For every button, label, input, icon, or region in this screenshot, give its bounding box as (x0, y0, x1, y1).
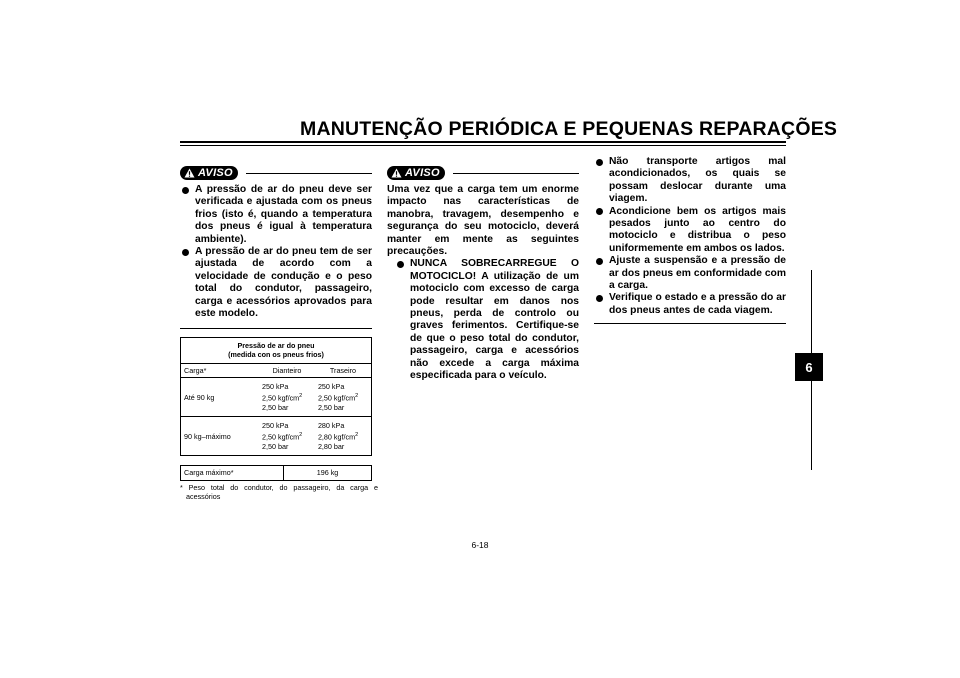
bullet-icon (596, 159, 603, 166)
row-front (259, 417, 315, 456)
warning-triangle-icon (184, 168, 195, 178)
warning-badge (387, 166, 445, 180)
bullet-icon (182, 187, 189, 194)
bullet-icon (182, 249, 189, 256)
row-front (259, 378, 315, 417)
cell-line: 250 kPa (262, 382, 289, 392)
header-rule-thin (180, 145, 786, 146)
bullet-icon (596, 295, 603, 302)
list-item (594, 292, 786, 317)
row-rear (315, 417, 372, 456)
table-footnote: * Peso total do condutor, do passageiro, da carga e acessórios (180, 482, 378, 501)
cell-line: 250 kPa (262, 421, 289, 431)
warning-end-rule (180, 328, 372, 329)
list-item (180, 184, 372, 246)
list-item-text: A pressão de ar do pneu deve ser verificada e ajustada com os pneus frios (isto é, quando a temperatura dos pneus é igual à temperatura ambiente). (195, 184, 372, 245)
list-item (594, 255, 786, 292)
chapter-tab: 6 (795, 353, 823, 381)
list-item-text: NUNCA SOBRECARREGUE O MOTOCICLO! A utilização de um motociclo com excesso de carga pode resultar em danos nos pneus, perda de controlo ou graves ferimentos. Certifique-se de que o peso total do condutor, passageiro, carga e acessórios não excede a carga máxima especificada para o veículo. (410, 258, 579, 382)
table-row (181, 417, 372, 456)
column-left (180, 166, 372, 329)
table-title-line2: (medida con os pneus frios) (228, 350, 324, 360)
cell-line: 2,50 bar (317, 402, 345, 412)
list-item-text: Não transporte artigos mal acondicionados, os quais se possam deslocar durante uma viagem. (609, 156, 786, 205)
list-item (594, 206, 786, 256)
page-title: MANUTENÇÃO PERIÓDICA E PEQUENAS REPARAÇÕES (300, 118, 838, 140)
cell-line: 2,50 kgf/$cm^2$ (317, 392, 359, 403)
row-rear (315, 378, 372, 417)
cell-line: 280 kPa (317, 421, 345, 431)
bullet-icon (596, 258, 603, 265)
page-number: 6-18 (471, 540, 489, 550)
list-item-text: Acondicione bem os artigos mais pesados junto ao centro do motociclo e distribua o peso uniformemente em ambos os lados. (609, 205, 786, 254)
list-item (594, 156, 786, 206)
column-right (594, 156, 786, 324)
warning-list (180, 184, 372, 320)
header-load: Carga* (181, 363, 260, 377)
bullet-icon (596, 208, 603, 215)
list-item-text: Verifique o estado e a pressão do ar dos pneus antes de cada viagem. (609, 292, 786, 316)
cell-line: 250 kPa (317, 382, 345, 392)
header-rule (180, 141, 786, 143)
list-item-text: A pressão de ar do pneu tem de ser ajustada de acordo com a velocidade de condução e o peso total do condutor, passageiro, carga e acessórios aprovados para este modelo. (195, 246, 372, 320)
max-load-table (180, 465, 372, 480)
warning-header (180, 166, 372, 180)
cell-line: 2,50 bar (262, 402, 289, 412)
column-middle (387, 166, 579, 383)
load-warning-list (395, 258, 579, 382)
max-load-label: Carga máximo* (181, 466, 284, 480)
load-tips-list (594, 156, 786, 317)
tire-pressure-table-block (180, 337, 378, 501)
max-load-value: 196 kg (284, 466, 372, 480)
tire-pressure-table (180, 337, 372, 456)
warning-badge (180, 166, 238, 180)
list-item (395, 258, 579, 382)
cell-line: 2,80 kgf/$cm^2$ (317, 431, 359, 442)
warning-label: AVISO (198, 166, 233, 179)
table-title-line1: Pressão de ar do pneu (237, 341, 315, 350)
load-intro-text: Uma vez que a carga tem um enorme impacto nas características de manobra, travagem, desempenho e segurança do seu motociclo, deverá manter em mente as seguintes precauções. (387, 184, 579, 258)
cell-line: 2,80 bar (317, 441, 345, 451)
warning-rule (453, 173, 579, 174)
warning-label: AVISO (405, 166, 440, 179)
warning-triangle-icon (391, 168, 402, 178)
row-load: Até 90 kg (181, 378, 260, 417)
header-rear: Traseiro (315, 363, 372, 377)
cell-line: 2,50 bar (262, 441, 289, 451)
row-load: 90 kg–máximo (181, 417, 260, 456)
header-front: Dianteiro (259, 363, 315, 377)
bullet-icon (397, 261, 404, 268)
table-title (181, 338, 372, 364)
warning-end-rule (594, 323, 786, 324)
cell-line: 2,50 kgf/$cm^2$ (262, 392, 303, 403)
list-item (180, 246, 372, 320)
table-row (181, 378, 372, 417)
warning-header (387, 166, 579, 180)
list-item-text: Ajuste a suspensão e a pressão de ar dos pneus em conformidade com a carga. (609, 255, 786, 292)
cell-line: 2,50 kgf/$cm^2$ (262, 431, 303, 442)
warning-rule (246, 173, 372, 174)
